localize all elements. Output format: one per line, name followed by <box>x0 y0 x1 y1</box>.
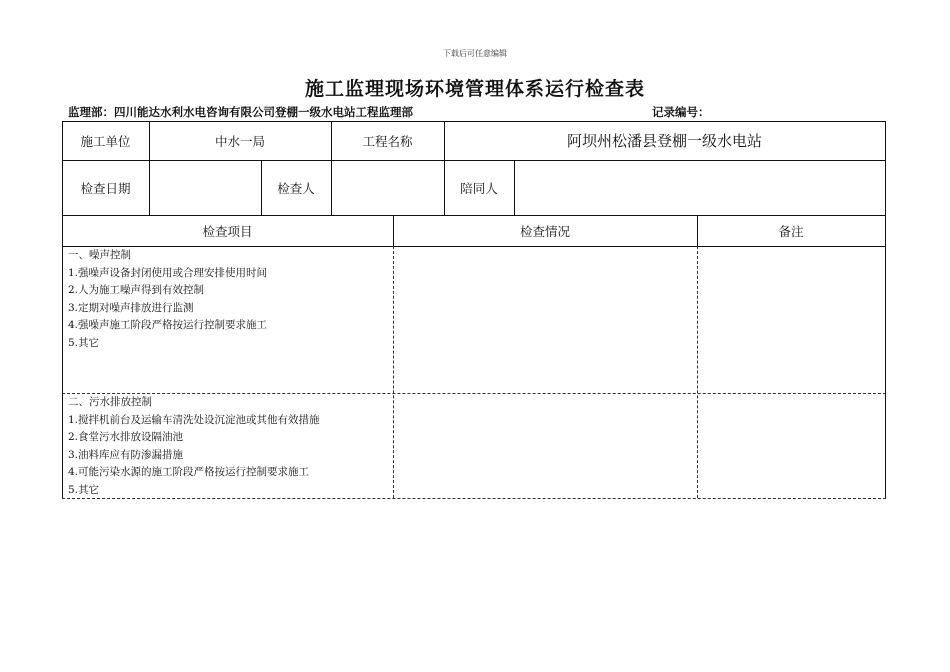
section-noise <box>68 247 267 353</box>
unit-label: 施工单位 <box>80 133 131 149</box>
column-header-status: 检查情况 <box>519 223 570 239</box>
date-value[interactable] <box>149 160 261 215</box>
section-heading: 二、污水排放控制 <box>68 396 152 408</box>
project-value[interactable]: 阿坝州松潘县登棚一级水电站 <box>566 132 762 150</box>
header-note: 下载后可任意编辑 <box>443 49 507 58</box>
record-number-label: 记录编号： <box>652 105 710 119</box>
list-item: 1.强噪声设备封闭使用或合理安排使用时间 <box>68 266 268 279</box>
list-item: 2.人为施工噪声得到有效控制 <box>68 284 205 297</box>
list-item: 4.强噪声施工阶段严格按运行控制要求施工 <box>68 319 268 332</box>
list-item: 3.定期对噪声排放进行监测 <box>68 301 194 314</box>
noise-status-cell[interactable] <box>394 247 696 393</box>
column-header-notes: 备注 <box>778 223 804 239</box>
noise-notes-cell[interactable] <box>698 247 884 393</box>
accompany-label: 陪同人 <box>460 180 498 196</box>
inspector-value[interactable] <box>331 160 444 215</box>
list-item: 5.其它 <box>68 336 100 349</box>
list-item: 2.食堂污水排放设隔油池 <box>68 431 184 444</box>
project-label: 工程名称 <box>362 133 413 149</box>
list-item: 3.油料库应有防渗漏措施 <box>68 448 184 461</box>
date-label: 检查日期 <box>80 180 131 196</box>
list-item: 4.可能污染水源的施工阶段严格按运行控制要求施工 <box>68 466 310 479</box>
accompany-value[interactable] <box>514 160 885 215</box>
section-heading: 一、噪声控制 <box>68 249 131 261</box>
section-wastewater <box>68 394 320 500</box>
supervisor-label: 监理部：四川能达水利水电咨询有限公司登棚一级水电站工程监理部 <box>68 105 413 119</box>
wastewater-notes-cell[interactable] <box>698 394 884 498</box>
unit-value[interactable]: 中水一局 <box>214 133 265 149</box>
table-border-right <box>885 121 886 498</box>
page-title: 施工监理现场环境管理体系运行检查表 <box>304 78 645 100</box>
list-item: 1.搅拌机前台及运输车清洗处设沉淀池或其他有效措施 <box>68 413 320 426</box>
wastewater-status-cell[interactable] <box>394 394 696 498</box>
column-header-items: 检查项目 <box>202 223 253 239</box>
list-item: 5.其它 <box>68 483 100 496</box>
inspector-label: 检查人 <box>277 180 315 196</box>
